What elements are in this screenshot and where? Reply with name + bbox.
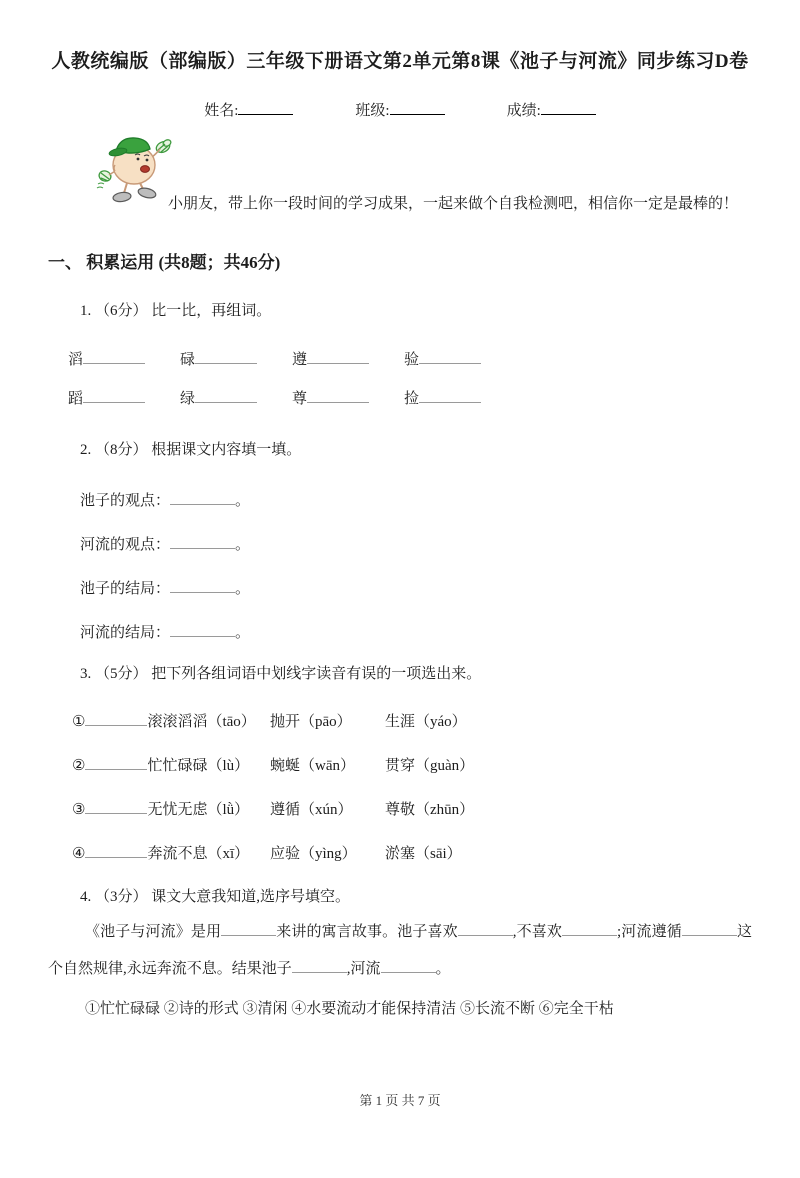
blank-line xyxy=(307,348,369,364)
score-blank-line xyxy=(541,99,596,115)
para-text: 这个自然规律,永远奔流不息。结果池子 xyxy=(48,924,752,977)
question-1-row-2 xyxy=(68,387,800,408)
class-blank-line xyxy=(390,99,445,115)
word-b: 遵循（xún） xyxy=(270,802,353,818)
name-field xyxy=(204,99,293,120)
word-a: 奔流不息（xī） xyxy=(147,846,250,862)
choice-group xyxy=(72,842,270,863)
character: 尊 xyxy=(292,391,308,407)
fill-label: 河流的观点： xyxy=(80,537,171,553)
blank-line xyxy=(195,387,257,403)
character: 遵 xyxy=(292,352,308,368)
character: 捡 xyxy=(404,391,420,407)
blank-line xyxy=(195,348,257,364)
fill-label: 河流的结局： xyxy=(80,625,171,641)
para-text: ,不喜欢 xyxy=(512,924,563,940)
blank-line xyxy=(419,348,481,364)
period: 。 xyxy=(235,625,251,641)
period: 。 xyxy=(235,537,251,553)
class-label: 班级: xyxy=(355,103,390,119)
blank-line xyxy=(170,489,235,505)
blank-line xyxy=(170,577,235,593)
word-c: 淤塞（sāi） xyxy=(385,846,462,862)
blank-line xyxy=(170,621,235,637)
meta-row xyxy=(0,99,800,120)
intro-block xyxy=(0,132,800,218)
question-3-item-3 xyxy=(72,798,800,819)
kid-cartoon-illustration xyxy=(95,132,177,206)
blank-line xyxy=(85,754,147,770)
choice-group xyxy=(72,710,270,731)
score-field xyxy=(507,99,596,120)
blank-line xyxy=(307,387,369,403)
word-b: 抛开（pāo） xyxy=(270,714,352,730)
page-footer: 第 1 页 共 7 页 xyxy=(359,1093,441,1108)
page-title: 人教统编版（部编版）三年级下册语文第2单元第8课《池子与河流》同步练习D卷 xyxy=(51,51,749,72)
question-4-options: ①忙忙碌碌 ②诗的形式 ③清闲 ④水要流动才能保持清洁 ⑤长流不断 ⑥完全干枯 xyxy=(85,1001,614,1017)
para-text: ,河流 xyxy=(346,961,381,977)
blank-line xyxy=(381,957,436,973)
class-field xyxy=(355,99,444,120)
item-number: ③ xyxy=(72,802,86,818)
compare-cell xyxy=(292,387,404,408)
question-3-item-2 xyxy=(72,754,800,775)
question-2-line xyxy=(80,489,800,510)
period: 。 xyxy=(235,581,251,597)
blank-line xyxy=(458,920,513,936)
choice-group xyxy=(72,798,270,819)
blank-line xyxy=(170,533,235,549)
question-1-heading: 1. （6分） 比一比，再组词。 xyxy=(80,303,272,319)
blank-line xyxy=(83,348,145,364)
character: 蹈 xyxy=(68,391,84,407)
question-2-line xyxy=(80,577,800,598)
character: 验 xyxy=(404,352,420,368)
blank-line xyxy=(85,798,147,814)
character: 滔 xyxy=(68,352,84,368)
compare-cell xyxy=(180,348,292,369)
word-b: 应验（yìng） xyxy=(270,846,357,862)
question-2-heading: 2. （8分） 根据课文内容填一填。 xyxy=(80,442,302,458)
section-heading: 一、 积累运用 (共8题；共46分) xyxy=(48,253,281,272)
word-c: 尊敬（zhūn） xyxy=(385,802,475,818)
question-3-heading: 3. （5分） 把下列各组词语中划线字读音有误的一项选出来。 xyxy=(80,666,482,682)
compare-cell xyxy=(404,348,516,369)
choice-group xyxy=(72,754,270,775)
blank-line xyxy=(83,387,145,403)
blank-line xyxy=(682,920,737,936)
intro-text: 小朋友，带上你一段时间的学习成果，一起来做个自我检测吧，相信你一定是最棒的！ xyxy=(168,196,739,212)
para-text: 。 xyxy=(435,961,451,977)
question-4-paragraph xyxy=(48,914,752,988)
question-2-line xyxy=(80,621,800,642)
name-label: 姓名: xyxy=(204,103,239,119)
blank-line xyxy=(562,920,617,936)
word-a: 滚滚滔滔（tāo） xyxy=(147,714,256,730)
blank-line xyxy=(419,387,481,403)
blank-line xyxy=(292,957,347,973)
question-2-line xyxy=(80,533,800,554)
name-blank-line xyxy=(238,99,293,115)
compare-cell xyxy=(68,348,180,369)
fill-label: 池子的结局： xyxy=(80,581,171,597)
question-1-row-1 xyxy=(68,348,800,369)
item-number: ① xyxy=(72,714,86,730)
fill-label: 池子的观点： xyxy=(80,493,171,509)
character: 碌 xyxy=(180,352,196,368)
blank-line xyxy=(85,710,147,726)
compare-cell xyxy=(180,387,292,408)
question-4-heading: 4. （3分） 课文大意我知道,选序号填空。 xyxy=(80,889,351,905)
item-number: ④ xyxy=(72,846,86,862)
question-3-item-4 xyxy=(72,842,800,863)
word-b: 蜿蜒（wān） xyxy=(270,758,355,774)
compare-cell xyxy=(68,387,180,408)
compare-cell xyxy=(292,348,404,369)
period: 。 xyxy=(235,493,251,509)
character: 绿 xyxy=(180,391,196,407)
item-number: ② xyxy=(72,758,86,774)
blank-line xyxy=(85,842,147,858)
score-label: 成绩: xyxy=(506,103,541,119)
para-text: ;河流遵循 xyxy=(617,924,682,940)
blank-line xyxy=(221,920,276,936)
word-c: 贯穿（guàn） xyxy=(385,758,475,774)
para-text: 来讲的寓言故事。池子喜欢 xyxy=(276,924,458,940)
word-a: 忙忙碌碌（lù） xyxy=(147,758,250,774)
compare-cell xyxy=(404,387,516,408)
worksheet-page xyxy=(0,46,800,1178)
word-a: 无忧无虑（lǜ） xyxy=(147,802,250,818)
word-c: 生涯（yáo） xyxy=(385,714,467,730)
para-text: 《池子与河流》是用 xyxy=(85,924,222,940)
question-3-item-1 xyxy=(72,710,800,731)
